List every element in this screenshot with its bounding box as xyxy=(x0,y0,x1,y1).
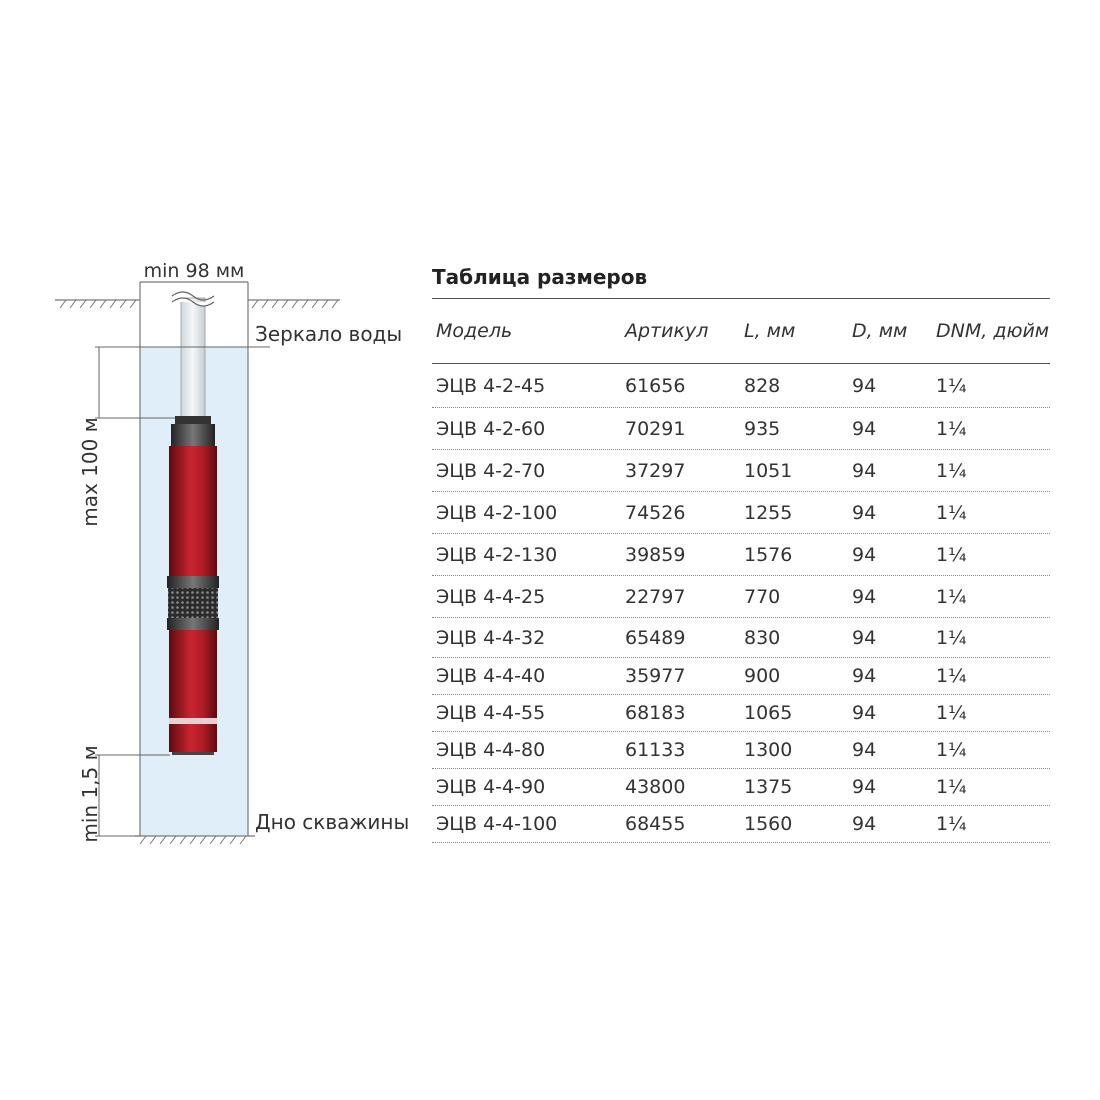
cell-diameter: 94 xyxy=(852,417,877,440)
well-bottom-line xyxy=(135,836,255,844)
table-row xyxy=(432,658,1050,695)
cell-diameter: 94 xyxy=(852,585,877,608)
table-row xyxy=(432,576,1050,618)
well-bottom-label: Дно скважины xyxy=(255,810,410,834)
column-header-diameter: D, мм xyxy=(852,320,908,342)
cell-dnm: 1¼ xyxy=(936,501,967,524)
cell-article: 22797 xyxy=(625,585,686,608)
cell-length: 1065 xyxy=(744,702,793,724)
cell-length: 900 xyxy=(744,665,781,687)
cell-model: ЭЦВ 4-4-55 xyxy=(436,702,546,724)
bottom-gap-label: min 1,5 м xyxy=(78,745,102,843)
pump xyxy=(167,416,219,755)
cell-dnm: 1¼ xyxy=(936,739,967,761)
water-level-label: Зеркало воды xyxy=(255,322,403,346)
cell-article: 39859 xyxy=(625,543,686,566)
cell-length: 935 xyxy=(744,417,781,440)
table-row xyxy=(432,492,1050,534)
cell-dnm: 1¼ xyxy=(936,665,967,687)
cell-length: 830 xyxy=(744,626,781,649)
cell-model: ЭЦВ 4-4-100 xyxy=(436,813,558,835)
cell-article: 68455 xyxy=(625,813,686,835)
cell-dnm: 1¼ xyxy=(936,374,967,397)
cell-article: 61656 xyxy=(625,374,686,397)
cell-dnm: 1¼ xyxy=(936,776,967,798)
well-pump-diagram xyxy=(0,0,430,1100)
cell-model: ЭЦВ 4-2-100 xyxy=(436,501,558,524)
cell-diameter: 94 xyxy=(852,665,877,687)
column-header-length: L, мм xyxy=(744,320,796,342)
cell-article: 43800 xyxy=(625,776,686,798)
column-header-article: Артикул xyxy=(625,320,709,342)
riser-pipe xyxy=(181,298,205,418)
cell-length: 1051 xyxy=(744,459,793,482)
cell-length: 770 xyxy=(744,585,781,608)
cell-length: 1255 xyxy=(744,501,793,524)
cell-diameter: 94 xyxy=(852,702,877,724)
cell-model: ЭЦВ 4-4-32 xyxy=(436,626,546,649)
cell-dnm: 1¼ xyxy=(936,813,967,835)
depth-label: max 100 м xyxy=(78,417,102,527)
table-row xyxy=(432,769,1050,806)
width-label: min 98 мм xyxy=(143,260,245,282)
cell-article: 65489 xyxy=(625,626,686,649)
cell-article: 68183 xyxy=(625,702,686,724)
cell-model: ЭЦВ 4-2-70 xyxy=(436,459,546,482)
cell-diameter: 94 xyxy=(852,459,877,482)
table-row xyxy=(432,695,1050,732)
column-header-dnm: DNM, дюйм xyxy=(936,320,1050,342)
column-header-model: Модель xyxy=(436,320,513,342)
table-header xyxy=(432,298,1050,364)
cell-diameter: 94 xyxy=(852,626,877,649)
cell-article: 35977 xyxy=(625,665,686,687)
cell-diameter: 94 xyxy=(852,501,877,524)
cell-model: ЭЦВ 4-2-45 xyxy=(436,374,546,397)
cell-dnm: 1¼ xyxy=(936,459,967,482)
cell-dnm: 1¼ xyxy=(936,702,967,724)
cell-model: ЭЦВ 4-2-130 xyxy=(436,543,558,566)
table-row xyxy=(432,618,1050,658)
table-row xyxy=(432,534,1050,576)
cell-dnm: 1¼ xyxy=(936,585,967,608)
cell-length: 1560 xyxy=(744,813,793,835)
table-row xyxy=(432,450,1050,492)
cell-diameter: 94 xyxy=(852,813,877,835)
cell-article: 37297 xyxy=(625,459,686,482)
cell-diameter: 94 xyxy=(852,543,877,566)
cell-model: ЭЦВ 4-4-90 xyxy=(436,776,546,798)
table-title: Таблица размеров xyxy=(432,265,648,289)
cell-length: 1300 xyxy=(744,739,793,761)
cell-dnm: 1¼ xyxy=(936,626,967,649)
table-row xyxy=(432,364,1050,408)
cell-diameter: 94 xyxy=(852,739,877,761)
cell-dnm: 1¼ xyxy=(936,543,967,566)
cell-model: ЭЦВ 4-4-25 xyxy=(436,585,546,608)
table-row xyxy=(432,408,1050,450)
cell-length: 1375 xyxy=(744,776,793,798)
cell-model: ЭЦВ 4-2-60 xyxy=(436,417,546,440)
table-row xyxy=(432,732,1050,769)
cell-model: ЭЦВ 4-4-40 xyxy=(436,665,546,687)
cell-diameter: 94 xyxy=(852,374,877,397)
cell-article: 61133 xyxy=(625,739,686,761)
cell-dnm: 1¼ xyxy=(936,417,967,440)
cell-article: 74526 xyxy=(625,501,686,524)
cell-model: ЭЦВ 4-4-80 xyxy=(436,739,546,761)
size-table xyxy=(432,262,1050,843)
cell-length: 1576 xyxy=(744,543,793,566)
cell-diameter: 94 xyxy=(852,776,877,798)
table-row xyxy=(432,806,1050,843)
cell-length: 828 xyxy=(744,374,781,397)
table-body xyxy=(432,364,1050,843)
cell-article: 70291 xyxy=(625,417,686,440)
